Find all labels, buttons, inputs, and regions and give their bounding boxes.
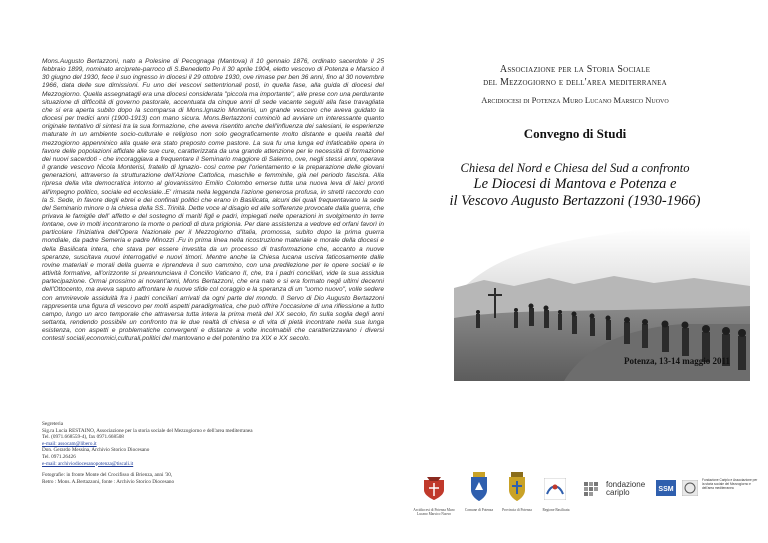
potenza-city-crest-icon [468, 472, 490, 502]
region-caption: Regione Basilicata [542, 508, 570, 512]
partner-emblem-icon [682, 480, 698, 496]
title-line-1: Le Diocesi di Mantova e Potenza e [473, 176, 677, 192]
contact-email[interactable]: e-mail: assocam@libero.it [42, 440, 97, 447]
partner-small-text: Fondazione Cariplo e Associazione per la storia sociale del Mezzogiorno e dell'area mediterranea [702, 478, 758, 490]
photo-credit-line: Retro : Mons. A.Bertazzoni, fonte : Archivio Storico Diocesano [42, 478, 175, 485]
fondazione-word: fondazione [606, 480, 646, 489]
contact-email[interactable]: e-mail: archiviodiocesanopotenza@tiscali.it [42, 460, 134, 467]
association-logo-icon [656, 480, 676, 496]
archdiocese-crest-icon [420, 474, 448, 502]
contact-line: Don. Gerardo Messina, Archivio Storico Diocesano [42, 447, 150, 454]
biography-text: Mons.Augusto Bertazzoni, nato a Polesine di Pecognaga (Mantova) il 10 gennaio 1876, ordinato sacerdote il 25 febbraio 1899, nominato arciprete-parroco di S.Benedetto Po il 30 aprile 1904, eletto vescovo di Potenza e Marsico il 30 giugno del 1930, fece il suo ingresso in diocesi il 29 ottobre 1930, ove rimase per ben 36 anni, fino al 30 novembre 1966, data delle sue dimissioni. Fu uno dei vescovi settentrionali posti, in quella fase, alla guida di diocesi del Mezzogiorno. Quella assegnatagli era una diocesi considerata "piccola ma importante", alle prese con una perdurante situazione di difficoltà di governo pastorale, accentuata da cinque anni di sede vacante seguiti alla fase travagliata che si era aperta subito dopo la scomparsa di Mons.Ignazio Monterisi, un grande vescovo che aveva guidato la diocesi per tredici anni (1900-1913) con mano sicura. Mons.Bertazzoni cominciò ad avviare un interessante quanto originale tentativo di sintesi tra la sua formazione, che aveva risentito anche dell'influenza dei salesiani, le esperienze maturate in un ambiente socio-culturale e religioso non solo geograficamente molto distante e quella realtà del mezzogiorno appenninico alla quale era stato preposto come pastore. La sua fu una lunga ed infaticabile opera in favore delle popolazioni affidate alle sue cure, caratterizzata da una grande attenzione per le necessità di formazione dei nuovi sacerdoti - che incoraggiava a frequentare il Seminario maggiore di Salerno, ove, negli stessi anni, operava il grande vescovo Nicola Monterisi, fratello di Ignazio- così come per l'orientamento e la preparazione delle giovani generazioni, attraverso la strutturazione dell'Azione Cattolica, maschile e femminile, già nel periodo fascista. Alla ripresa della vita democratica intorno al giovanissimo Emilio Colombo emerse tutta una nuova leva di laici pronti all'impegno politico, sociale ed ecclesiale..E' rimasta nella leggenda l'azione generosa profusa, in stretti raccordo con la S. Sede, in favore degli ebrei e dei confinati politici che erano in Basilicata, alcuni dei quali frequentavano la sede del Seminario minore o la chiesa della SS..Trinità. Dette voce al disagio ed alle sofferenze provocate dalla guerra, che privava le famiglie dell' affetto e del sostegno di mariti figli e padri, impiegati nelle operazioni in svolgimento in terre lontane, ove in molti incontrarono la morte o periodi di dura prigionia. Per dare assistenza a vedove ed orfani favorì in particolare l'iniziativa dell'Opera Nazionale per il Mezzogiorno d'Italia, promossa, subito dopo la prima guerra mondiale, da padre Semeria e padre Minozzi .Fu in prima linea nella ricostruzione materiale e morale della diocesi e della Basilicata intera, che stava per essere investita da un processo di trasformazione che, accanto a nuove speranze, suscitava nuovi interrogativi e nuovi timori. Mentre anche la Chiesa lucana usciva faticosamente dalle rovine materiali e morali della guerra e riprendeva il suo cammino, con una predilezione per le opere sociali e le attività formative, all'orizzonte si preannunciava il Concilio Vaticano II, che, tra i padri conciliari, vide la sua assidua partecipazione. Ormai prossimo ai novant'anni, Mons Bertazzoni, che era nato e si era formato negli ultimi decenni dell'Ottocento, ma aveva saputo affrontare le nuove sfide col coraggio e la speranza di un "uomo nuovo", volle sedere con ammirevole assiduità fra i padri conciliari arrivati da ogni parte del mondo. Il Servo di Dio Augusto Bertazzoni rappresenta una figura di vescovo per molti aspetti paradigmatica, che può offrire l'occasione di una riflessione a tutto campo, lungo un arco temporale che attraversa tutta intera la prima metà del XX secolo, fin sulla soglia degli anni settanta, rendendo possibile un confronto tra le due realtà di chiesa e di vita di pietà incontrate nella sua lunga esistenza, con aspetti e problematiche convergenti e distanze a volte incolmabili che caratterizzavano i diversi contesti sociali,economici,culturali,politici del mantovano e del potentino tra XIX e XX secolo. [42, 58, 384, 343]
secretariat-label: Segreteria [42, 421, 64, 427]
contact-line: Tel. (0971.668559-4), fax 0971.668508 [42, 434, 124, 441]
association-line-1: Associazione per la Storia Sociale [499, 64, 651, 75]
contact-line: Tel. 0971.26426 [42, 453, 76, 460]
svg-text:SSM: SSM [658, 486, 674, 493]
archdiocese-caption: Arcidiocesi di Potenza Muro Lucano Marsico Nuovo [413, 508, 455, 517]
association-line-2: del Mezzogiorno e dell'area mediterranea [483, 76, 667, 88]
potenza-province-crest-icon [506, 472, 528, 502]
city-caption: Comune di Potenza [464, 508, 494, 512]
conference-subtitle: Chiesa del Nord e Chiesa del Sud a confronto [460, 161, 690, 175]
photo-credit-line: Fotografie: in fronte Monte del Crocifisso di Brienza, anni '30, [42, 472, 173, 479]
association-name [420, 64, 730, 89]
sponsor-logos [413, 470, 760, 530]
fondazione-cariplo-mark-icon [584, 482, 604, 496]
archdiocese-name: Arcidiocesi di Potenza Muro Lucano Marsico Nuovo [481, 95, 669, 105]
contacts-block [42, 421, 372, 485]
conference-date: Potenza, 13-14 maggio 2011 [624, 356, 730, 366]
left-column [42, 58, 384, 343]
basilicata-region-logo-icon [544, 478, 566, 500]
title-line-2: il Vescovo Augusto Bertazzoni (1930-1966) [449, 193, 701, 209]
conference-title [420, 176, 730, 210]
fondazione-cariplo-wordmark [606, 481, 645, 497]
cariplo-word: cariplo [606, 488, 630, 497]
province-caption: Provincia di Potenza [502, 508, 532, 512]
contact-line: Sig.ra Lucia RESTAINO, Associazione per la storia sociale del Mezzogiorno e dell'area mediterranea [42, 427, 253, 434]
conference-heading: Convegno di Studi [523, 126, 627, 141]
